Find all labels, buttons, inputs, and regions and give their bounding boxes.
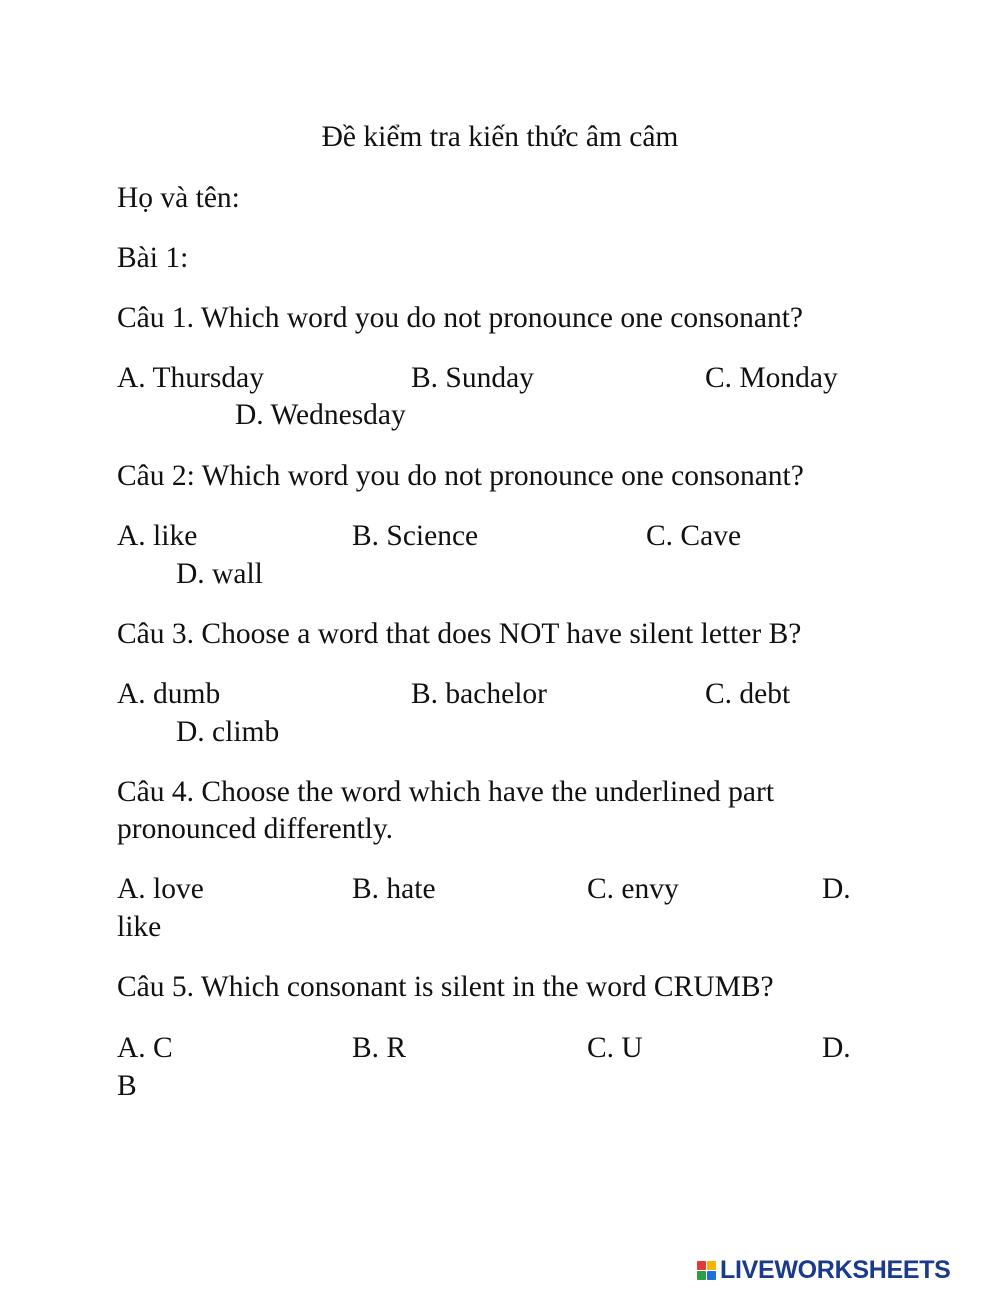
logo-square bbox=[697, 1271, 706, 1280]
option-b: B. hate bbox=[352, 873, 436, 905]
section-label: Bài 1: bbox=[117, 242, 189, 274]
worksheet-title: Đề kiểm tra kiến thức âm câm bbox=[321, 121, 679, 153]
option-c: C. Cave bbox=[646, 520, 742, 552]
option-b: B. bachelor bbox=[411, 678, 547, 710]
option-b: B. R bbox=[352, 1032, 407, 1064]
option-a: A. C bbox=[117, 1032, 173, 1064]
option-c: C. U bbox=[587, 1032, 643, 1064]
option-d: D. climb bbox=[176, 716, 280, 748]
option-d-text: like bbox=[117, 911, 162, 943]
option-a: A. dumb bbox=[117, 678, 221, 710]
question-text: Câu 3. Choose a word that does NOT have silent letter B? bbox=[117, 618, 802, 650]
question-text-line-1: Câu 4. Choose the word which have the underlined part bbox=[117, 776, 775, 808]
name-label: Họ và tên: bbox=[117, 182, 240, 214]
option-c: C. envy bbox=[587, 873, 679, 905]
liveworksheets-brand bbox=[697, 1255, 951, 1285]
option-b: B. Science bbox=[352, 520, 479, 552]
option-d: D. wall bbox=[176, 558, 263, 590]
option-d-label: D. bbox=[822, 873, 851, 905]
logo-square bbox=[707, 1271, 716, 1280]
option-d: D. Wednesday bbox=[235, 399, 406, 431]
option-a: A. love bbox=[117, 873, 204, 905]
brand-text: LIVEWORKSHEETS bbox=[720, 1256, 951, 1284]
question-text: Câu 5. Which consonant is silent in the word CRUMB? bbox=[117, 971, 774, 1003]
option-d-label: D. bbox=[822, 1032, 851, 1064]
option-c: C. Monday bbox=[705, 362, 838, 394]
option-c: C. debt bbox=[705, 678, 791, 710]
option-a: A. like bbox=[117, 520, 198, 552]
option-a: A. Thursday bbox=[117, 362, 264, 394]
question-text: Câu 2: Which word you do not pronounce one consonant? bbox=[117, 460, 804, 492]
logo-square bbox=[707, 1261, 716, 1270]
option-b: B. Sunday bbox=[411, 362, 534, 394]
question-text: Câu 1. Which word you do not pronounce one consonant? bbox=[117, 302, 804, 334]
liveworksheets-logo-icon bbox=[697, 1261, 716, 1280]
question-text-line-2: pronounced differently. bbox=[117, 813, 394, 845]
option-d-text: B bbox=[117, 1070, 137, 1102]
logo-square bbox=[697, 1261, 706, 1270]
